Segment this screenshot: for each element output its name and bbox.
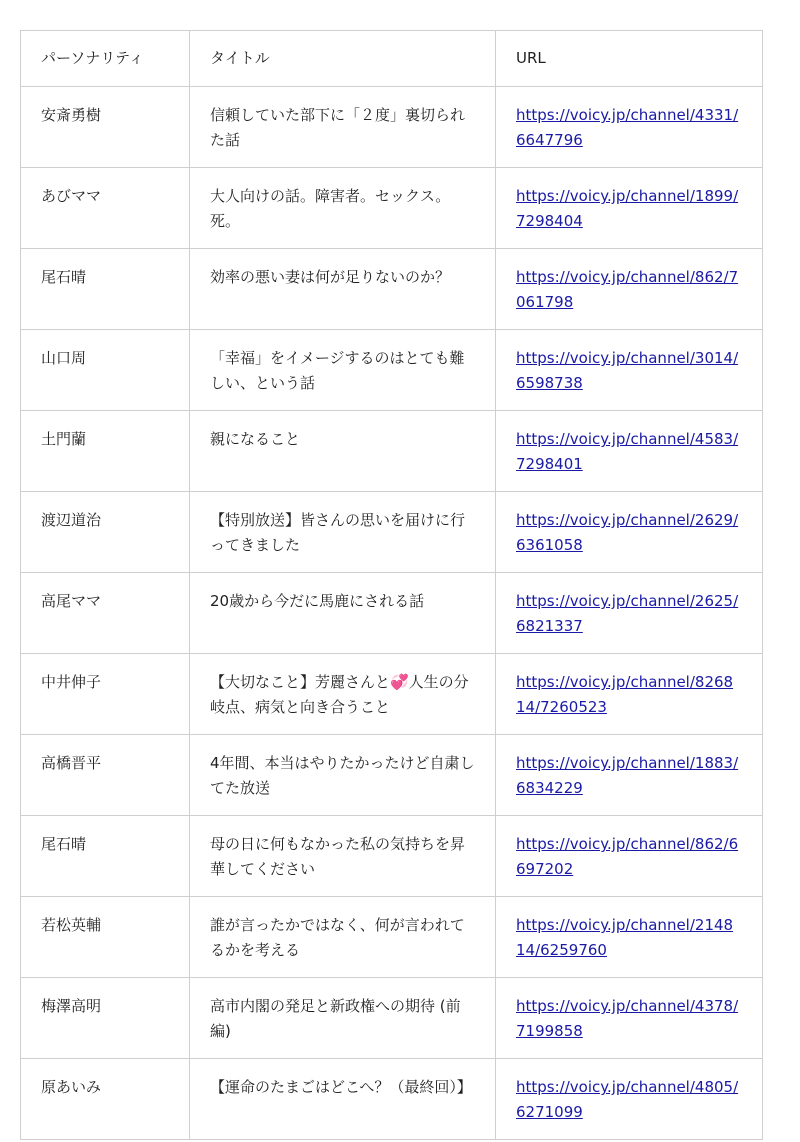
- episode-link[interactable]: https://voicy.jp/channel/1883/6834229: [516, 754, 739, 797]
- table-row: [21, 330, 763, 411]
- header-title: タイトル: [190, 31, 496, 87]
- header-row: [21, 31, 763, 87]
- episode-link[interactable]: https://voicy.jp/channel/4331/6647796: [516, 106, 739, 149]
- title-cell: 誰が言ったかではなく、何が言われてるかを考える: [190, 897, 496, 978]
- title-cell: 大人向けの話。障害者。セックス。死。: [190, 168, 496, 249]
- personality-cell: 中井伸子: [21, 654, 190, 735]
- url-cell: [496, 87, 763, 168]
- url-cell: [496, 249, 763, 330]
- url-cell: [496, 1059, 763, 1140]
- url-cell: [496, 330, 763, 411]
- personality-cell: 土門蘭: [21, 411, 190, 492]
- table-row: [21, 735, 763, 816]
- episode-link[interactable]: https://voicy.jp/channel/826814/7260523: [516, 673, 734, 716]
- header-url: URL: [496, 31, 763, 87]
- table-row: [21, 654, 763, 735]
- personality-cell: 渡辺道治: [21, 492, 190, 573]
- url-cell: [496, 978, 763, 1059]
- podcast-table: [20, 30, 763, 1140]
- url-cell: [496, 735, 763, 816]
- title-cell: 高市内閣の発足と新政権への期待 (前編): [190, 978, 496, 1059]
- table-row: [21, 492, 763, 573]
- header-personality: パーソナリティ: [21, 31, 190, 87]
- title-cell: 【特別放送】皆さんの思いを届けに行ってきました: [190, 492, 496, 573]
- table-row: [21, 1059, 763, 1140]
- table-row: [21, 816, 763, 897]
- title-cell: 20歳から今だに馬鹿にされる話: [190, 573, 496, 654]
- personality-cell: あびママ: [21, 168, 190, 249]
- title-cell: 「幸福」をイメージするのはとても難しい、という話: [190, 330, 496, 411]
- title-cell: 母の日に何もなかった私の気持ちを昇華してください: [190, 816, 496, 897]
- episode-link[interactable]: https://voicy.jp/channel/2625/6821337: [516, 592, 739, 635]
- table-row: [21, 897, 763, 978]
- title-cell: 効率の悪い妻は何が足りないのか？: [190, 249, 496, 330]
- personality-cell: 高橋晋平: [21, 735, 190, 816]
- episode-link[interactable]: https://voicy.jp/channel/214814/6259760: [516, 916, 734, 959]
- personality-cell: 山口周: [21, 330, 190, 411]
- title-cell: 【大切なこと】芳麗さんと💞人生の分岐点、病気と向き合うこと: [190, 654, 496, 735]
- table-row: [21, 87, 763, 168]
- episode-link[interactable]: https://voicy.jp/channel/862/6697202: [516, 835, 739, 878]
- table-row: [21, 411, 763, 492]
- episode-link[interactable]: https://voicy.jp/channel/4805/6271099: [516, 1078, 739, 1121]
- episode-link[interactable]: https://voicy.jp/channel/1899/7298404: [516, 187, 739, 230]
- table-row: [21, 249, 763, 330]
- episode-link[interactable]: https://voicy.jp/channel/2629/6361058: [516, 511, 739, 554]
- personality-cell: 原あいみ: [21, 1059, 190, 1140]
- url-cell: [496, 897, 763, 978]
- episode-link[interactable]: https://voicy.jp/channel/4378/7199858: [516, 997, 739, 1040]
- title-cell: 【運命のたまごはどこへ？（最終回）】: [190, 1059, 496, 1140]
- url-cell: [496, 816, 763, 897]
- url-cell: [496, 573, 763, 654]
- table-row: [21, 168, 763, 249]
- personality-cell: 尾石晴: [21, 816, 190, 897]
- personality-cell: 若松英輔: [21, 897, 190, 978]
- title-cell: 親になること: [190, 411, 496, 492]
- url-cell: [496, 411, 763, 492]
- table-row: [21, 573, 763, 654]
- episode-link[interactable]: https://voicy.jp/channel/862/7061798: [516, 268, 739, 311]
- personality-cell: 尾石晴: [21, 249, 190, 330]
- episode-link[interactable]: https://voicy.jp/channel/3014/6598738: [516, 349, 739, 392]
- personality-cell: 梅澤高明: [21, 978, 190, 1059]
- url-cell: [496, 654, 763, 735]
- episode-link[interactable]: https://voicy.jp/channel/4583/7298401: [516, 430, 739, 473]
- url-cell: [496, 492, 763, 573]
- title-cell: 4年間、本当はやりたかったけど自粛してた放送: [190, 735, 496, 816]
- personality-cell: 安斎勇樹: [21, 87, 190, 168]
- table-row: [21, 978, 763, 1059]
- personality-cell: 高尾ママ: [21, 573, 190, 654]
- url-cell: [496, 168, 763, 249]
- title-cell: 信頼していた部下に「２度」裏切られた話: [190, 87, 496, 168]
